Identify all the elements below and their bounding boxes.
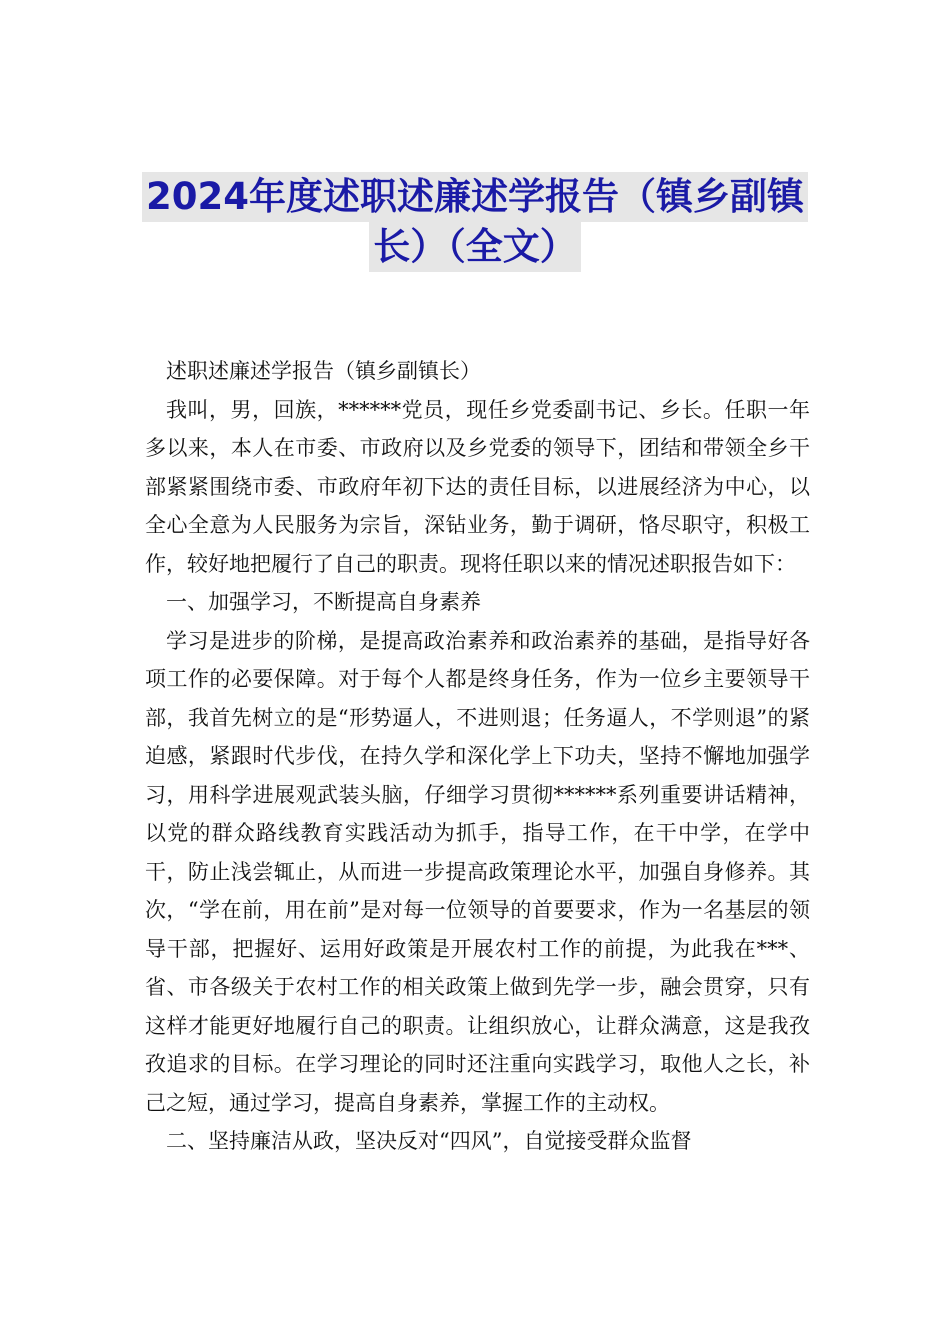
section-heading-1: 一、加强学习，不断提高自身素养	[166, 590, 481, 614]
title-line-2: 长）（全文）	[369, 222, 581, 272]
title-line-1: 2024年度述职述廉述学报告（镇乡副镇	[142, 172, 808, 222]
document-title	[100, 172, 850, 272]
document-subtitle: 述职述廉述学报告（镇乡副镇长）	[166, 359, 481, 383]
section-heading-2: 二、坚持廉洁从政，坚决反对“四风”，自觉接受群众监督	[166, 1129, 692, 1153]
document-body	[145, 352, 810, 1161]
paragraph-intro: 我叫，男，回族，******党员，现任乡党委副书记、乡长。任职一年多以来，本人在市委、市政府以及乡党委的领导下，团结和带领全乡干部紧紧围绕市委、市政府年初下达的责任目标，以进展经济为中心，以全心全意为人民服务为宗旨，深钻业务，勤于调研，恪尽职守，积极工作，较好地把履行了自己的职责。现将任职以来的情况述职报告如下：	[145, 397, 810, 576]
paragraph-study: 学习是进步的阶梯，是提高政治素养和政治素养的基础，是指导好各项工作的必要保障。对于每个人都是终身任务，作为一位乡主要领导干部，我首先树立的是“形势逼人，不进则退；任务逼人，不学则退”的紧迫感，紧跟时代步伐，在持久学和深化学上下功夫，坚持不懈地加强学习，用科学进展观武装头脑，仔细学习贯彻******系列重要讲话精神，以党的群众路线教育实践活动为抓手，指导工作，在干中学，在学中干，防止浅尝辄止，从而进一步提高政策理论水平，加强自身修养。其次，“学在前，用在前”是对每一位领导的首要要求，作为一名基层的领导干部，把握好、运用好政策是开展农村工作的前提，为此我在***、省、市各级关于农村工作的相关政策上做到先学一步，融会贯穿，只有这样才能更好地履行自己的职责。让组织放心，让群众满意，这是我孜孜追求的目标。在学习理论的同时还注重向实践学习，取他人之长，补己之短，通过学习，提高自身素养，掌握工作的主动权。	[145, 628, 810, 1115]
